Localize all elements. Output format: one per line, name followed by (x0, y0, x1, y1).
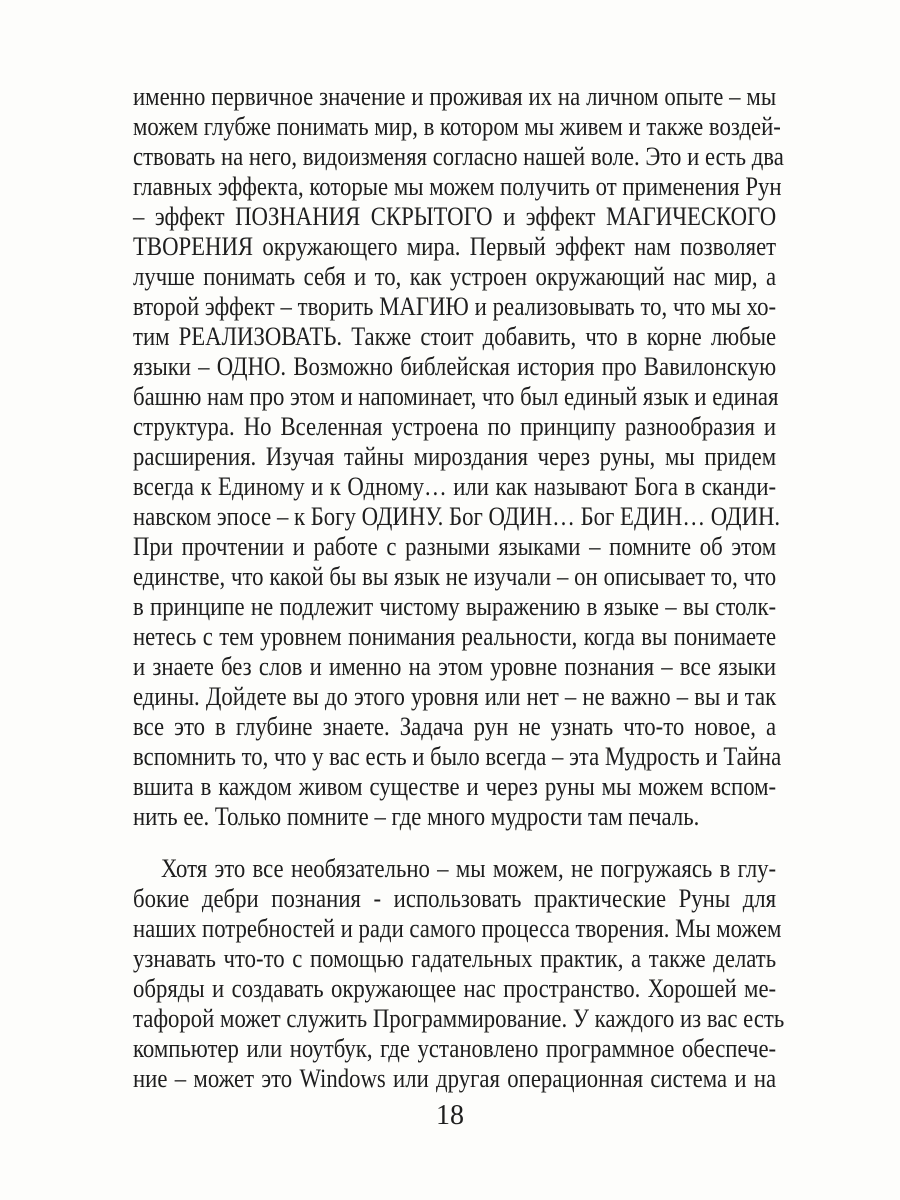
text-line: ние – может это Windows или другая операционная система и на (133, 1064, 777, 1093)
text-line: – эффект ПОЗНАНИЯ СКРЫТОГО и эффект МАГИЧЕСКОГО (133, 202, 777, 231)
text-line: второй эффект – творить МАГИЮ и реализовывать то, что мы хо- (133, 292, 777, 321)
text-line: расширения. Изучая тайны мироздания через руны, мы придем (133, 442, 777, 471)
text-line: навском эпосе – к Богу ОДИНУ. Бог ОДИН… Бог ЕДИН… ОДИН. (133, 502, 781, 531)
paragraph-2 (133, 854, 785, 1094)
text-line: главных эффекта, которые мы можем получить от применения Рун (133, 172, 782, 201)
page-number: 18 (436, 1100, 464, 1131)
paragraph-gap (133, 832, 776, 854)
text-line: все это в глубине знаете. Задача рун не узнать что-то новое, а (133, 712, 777, 741)
text-line: вспомнить то, что у вас есть и было всегда – эта Мудрость и Тайна (133, 742, 782, 771)
text-line: структура. Но Вселенная устроена по принципу разнообразия и (133, 412, 777, 441)
text-line: языки – ОДНО. Возможно библейская история про Вавилонскую (133, 352, 777, 381)
text-line: в принципе не подлежит чистому выражению в языке – вы столк- (133, 592, 777, 621)
text-line: ствовать на него, видоизменяя согласно нашей воле. Это и есть два (133, 142, 784, 171)
text-line: вшита в каждом живом существе и через руны мы можем вспом- (133, 772, 777, 801)
text-line: ТВОРЕНИЯ окружающего мира. Первый эффект нам позволяет (133, 232, 777, 261)
book-page-text (133, 82, 785, 1094)
text-line: именно первичное значение и проживая их на личном опыте – мы (133, 82, 777, 111)
text-line: лучше понимать себя и то, как устроен окружающий нас мир, а (133, 262, 777, 291)
text-line: единстве, что какой бы вы язык не изучали – он описывает то, что (133, 562, 777, 591)
text-line: нетесь с тем уровнем понимания реальности, когда вы понимаете (133, 622, 777, 651)
paragraph-1 (133, 82, 784, 832)
text-line: наших потребностей и ради самого процесса творения. Мы можем (133, 914, 782, 943)
text-line: обряды и создавать окружающее нас пространство. Хорошей ме- (133, 974, 777, 1003)
text-line: башню нам про этом и напоминает, что был единый язык и единая (133, 382, 779, 411)
text-line: бокие дебри познания - использовать практические Руны для (133, 884, 777, 913)
text-line: нить ее. Только помните – где много мудрости там печаль. (133, 802, 700, 831)
text-line: можем глубже понимать мир, в котором мы живем и также воздей- (133, 112, 781, 141)
text-line: всегда к Единому и к Одному… или как называют Бога в сканди- (133, 472, 777, 501)
text-line: При прочтении и работе с разными языками – помните об этом (133, 532, 777, 561)
text-line: тим РЕАЛИЗОВАТЬ. Также стоит добавить, что в корне любые (133, 322, 777, 351)
text-line: едины. Дойдете вы до этого уровня или нет – не важно – вы и так (133, 682, 777, 711)
text-line: Хотя это все необязательно – мы можем, не погружаясь в глу- (161, 854, 777, 883)
text-line: компьютер или ноутбук, где установлено программное обеспече- (133, 1034, 777, 1063)
text-line: узнавать что-то с помощью гадательных практик, а также делать (133, 944, 777, 973)
text-line: и знаете без слов и именно на этом уровне познания – все языки (133, 652, 777, 681)
text-line: тафорой может служить Программирование. У каждого из вас есть (133, 1004, 785, 1033)
